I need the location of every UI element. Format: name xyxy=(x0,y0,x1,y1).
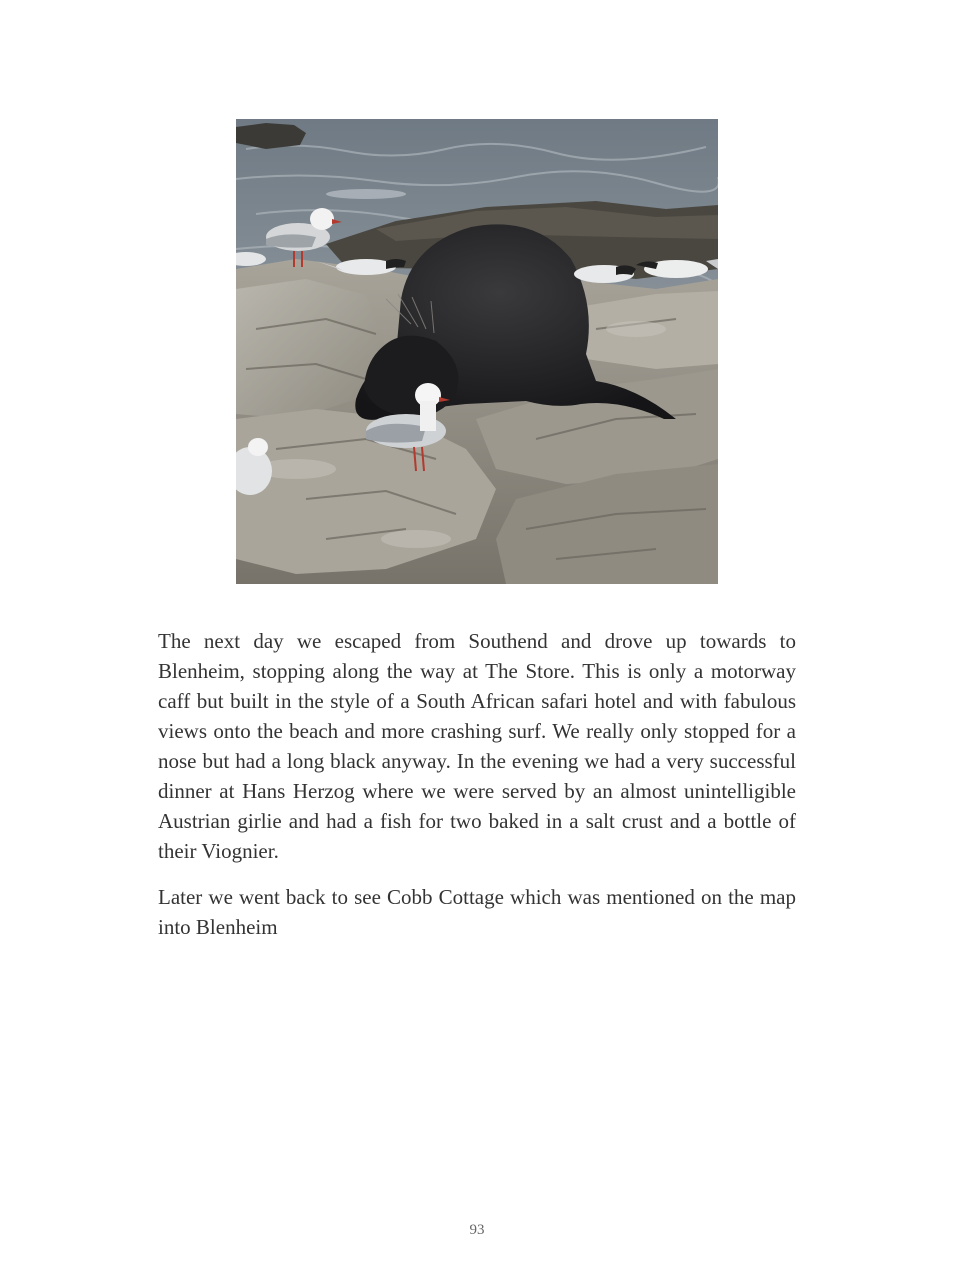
photo-fur-seal-on-rocks xyxy=(236,119,718,584)
body-text xyxy=(158,626,796,958)
paragraph: The next day we escaped from Southend and drove up towards to Blenheim, stopping along the way at The Store. This is only a motorway caff but built in the style of a South African safari hotel and with fabulous views onto the beach and more crashing surf. We really only stopped for a nose but had a long black anyway. In the evening we had a very successful dinner at Hans Herzog where we were served by an almost unintelligible Austrian girlie and had a fish for two baked in a salt crust and a bottle of their Viognier. xyxy=(158,629,796,863)
page-number: 93 xyxy=(469,1222,485,1238)
paragraph: Later we went back to see Cobb Cottage which was mentioned on the map into Blenheim xyxy=(158,885,796,939)
